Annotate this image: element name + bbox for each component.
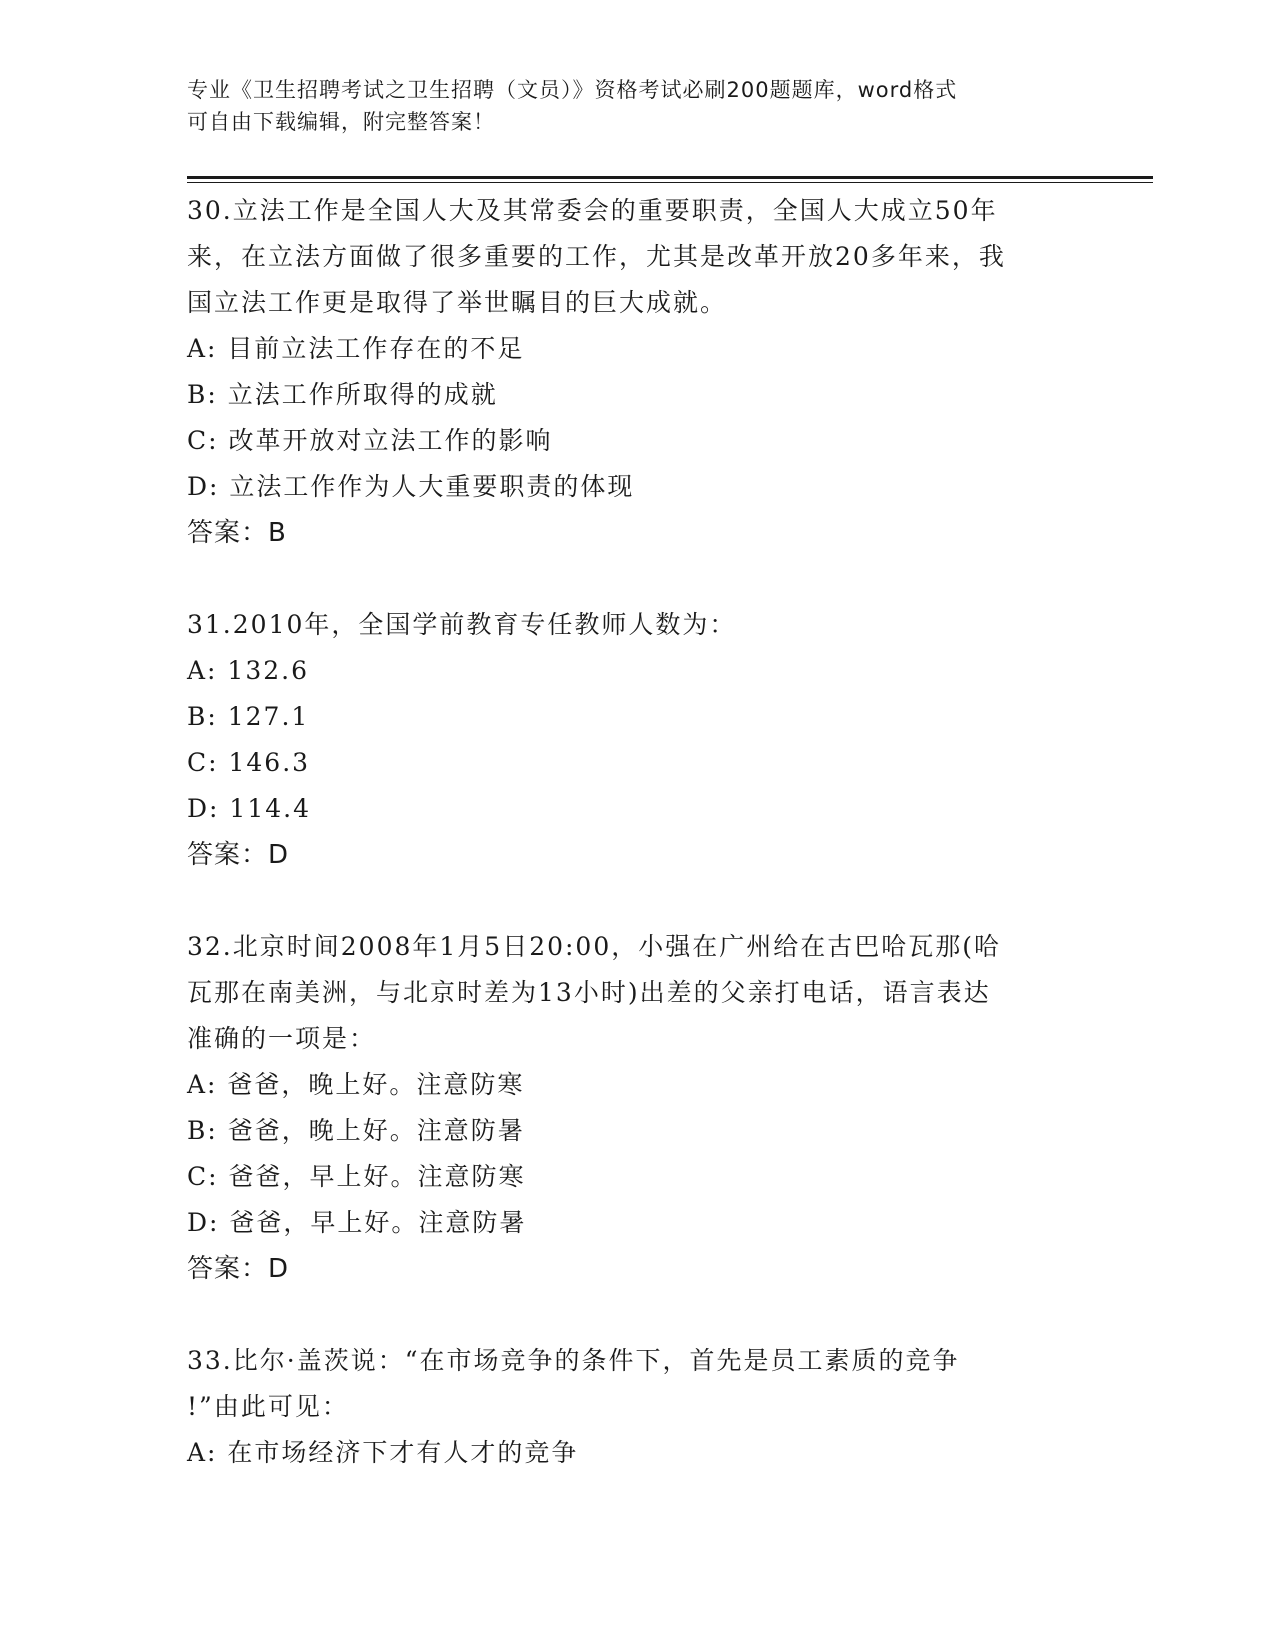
option-c: C: 146.3	[187, 748, 311, 777]
option-c: C: 改革开放对立法工作的影响	[187, 426, 553, 455]
question-text-line: 来，在立法方面做了很多重要的工作，尤其是改革开放20多年来，我	[187, 242, 1006, 271]
question-text-line: 32.北京时间2008年1月5日20:00，小强在广州给在古巴哈瓦那(哈	[187, 932, 1001, 961]
option-b: B: 127.1	[187, 702, 310, 731]
question-list	[187, 188, 1087, 1476]
option-a: A: 爸爸，晚上好。注意防寒	[187, 1070, 525, 1099]
answer-line: 答案：D	[187, 840, 290, 870]
option-d: D: 立法工作作为人大重要职责的体现	[187, 472, 635, 501]
option-c: C: 爸爸，早上好。注意防寒	[187, 1162, 526, 1191]
option-a: A: 132.6	[187, 656, 309, 685]
question-32	[187, 924, 1087, 1292]
question-spacer	[187, 1292, 1087, 1338]
option-d: D: 114.4	[187, 794, 311, 823]
question-spacer	[187, 878, 1087, 924]
question-text-line: 33.比尔·盖茨说：“在市场竞争的条件下，首先是员工素质的竞争	[187, 1346, 960, 1375]
question-30	[187, 188, 1087, 556]
question-text-line: 30.立法工作是全国人大及其常委会的重要职责，全国人大成立50年	[187, 196, 998, 225]
question-text-line: 准确的一项是：	[187, 1024, 377, 1053]
question-text-line: 国立法工作更是取得了举世瞩目的巨大成就。	[187, 288, 728, 317]
header-line-2: 可自由下载编辑，附完整答案！	[187, 110, 495, 134]
question-text-line: !”由此可见：	[187, 1392, 349, 1421]
answer-line: 答案：B	[187, 518, 287, 548]
question-text-line: 31.2010年，全国学前教育专任教师人数为：	[187, 610, 737, 639]
question-spacer	[187, 556, 1087, 602]
option-a: A: 目前立法工作存在的不足	[187, 334, 525, 363]
question-31	[187, 602, 1087, 878]
header-divider-thin	[187, 182, 1153, 183]
option-a: A: 在市场经济下才有人才的竞争	[187, 1438, 579, 1467]
option-b: B: 爸爸，晚上好。注意防暑	[187, 1116, 525, 1145]
option-b: B: 立法工作所取得的成就	[187, 380, 498, 409]
question-33	[187, 1338, 1087, 1476]
document-header	[187, 74, 1087, 138]
header-line-1: 专业《卫生招聘考试之卫生招聘（文员）》资格考试必刷200题题库，word格式	[187, 78, 958, 102]
option-d: D: 爸爸，早上好。注意防暑	[187, 1208, 527, 1237]
question-text-line: 瓦那在南美洲，与北京时差为13小时)出差的父亲打电话，语言表达	[187, 978, 991, 1007]
header-divider-thick	[187, 176, 1153, 179]
answer-line: 答案：D	[187, 1254, 290, 1284]
